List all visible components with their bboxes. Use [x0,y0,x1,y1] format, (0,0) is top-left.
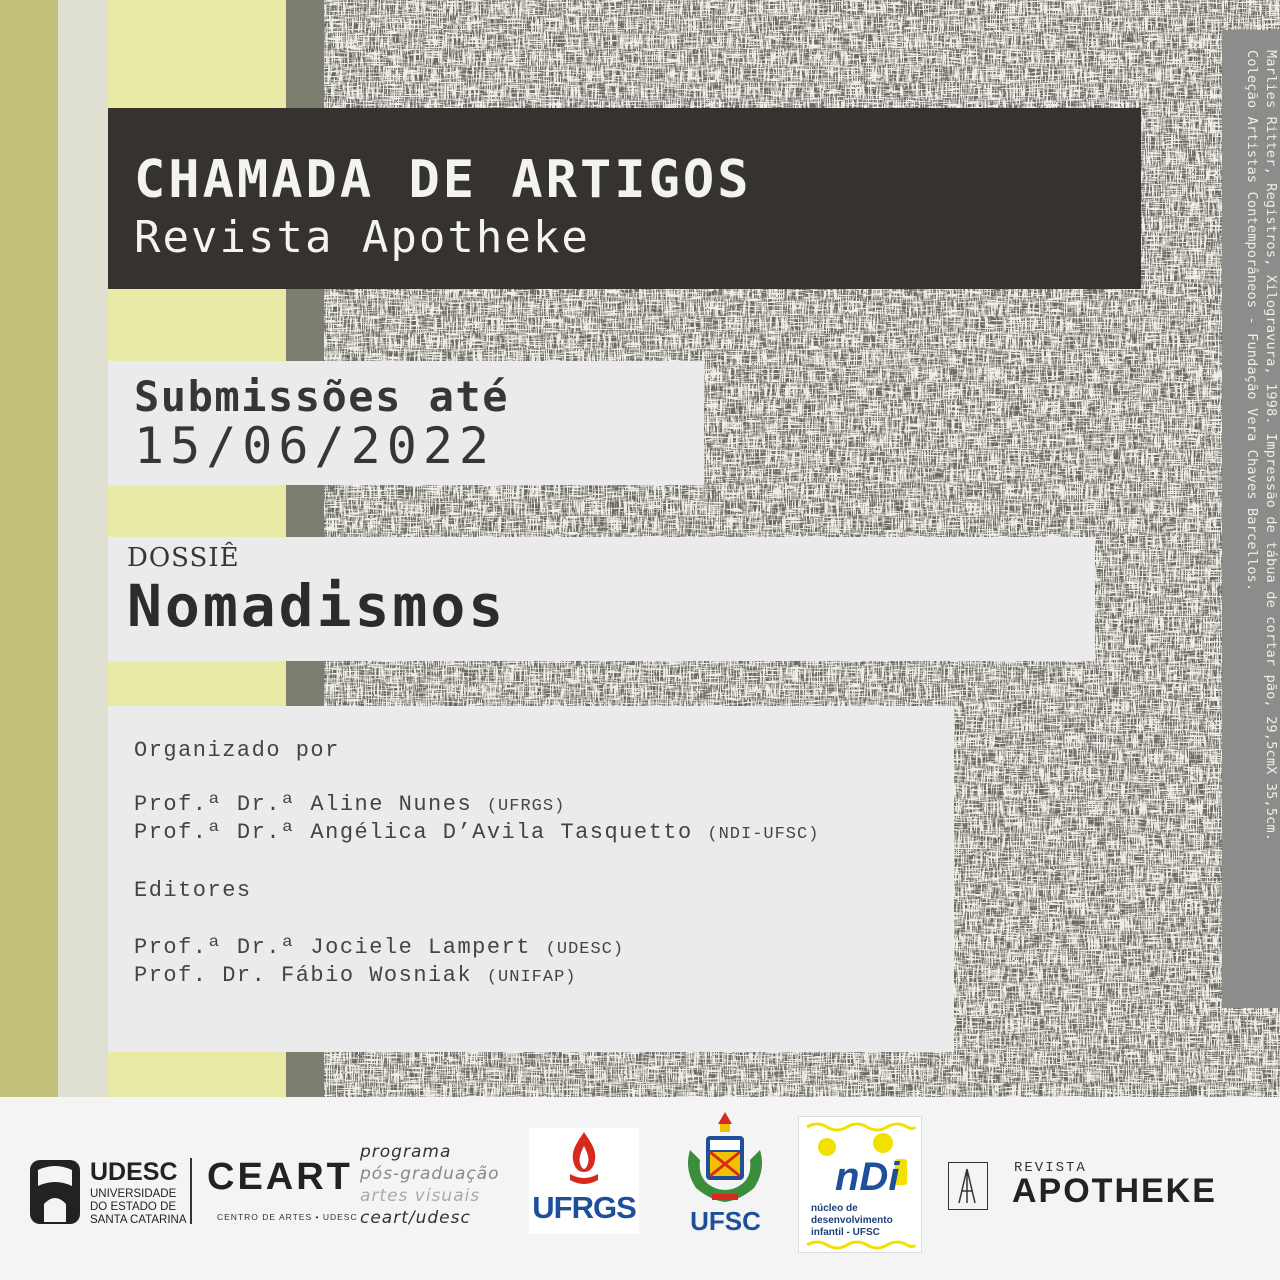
udesc-line-1: UNIVERSIDADE [90,1188,177,1200]
submission-label: Submissões até [134,372,510,421]
editors-heading: Editores [134,878,252,903]
submission-date: 15/06/2022 [134,417,496,475]
organizer-1-institution: (UFRGS) [486,797,566,816]
dossie-label: DOSSIÊ [127,543,240,573]
organizers-heading: Organizado por [134,738,340,763]
organizer-1 [134,792,565,817]
udesc-line-2: DO ESTADO DE [90,1201,177,1213]
ceart-subtitle: CENTRO DE ARTES • UDESC [217,1212,358,1222]
ppg-line-2: pós-graduação [360,1164,500,1184]
revista-apotheke-logo [948,1160,1248,1210]
udesc-mark-icon [30,1160,80,1224]
organizer-2-name: Prof.ª Dr.ª Angélica D’Avila Tasquetto [134,820,693,845]
ufsc-logo [678,1110,773,1235]
apotheke-name: APOTHEKE [1012,1172,1217,1210]
ufrgs-name: UFRGS [532,1190,636,1225]
page-title: CHAMADA DE ARTIGOS [134,150,752,210]
apotheke-small-label: REVISTA [1014,1160,1087,1176]
ceart-name: CEART [207,1156,353,1198]
dossie-title: Nomadismos [127,572,507,640]
ndi-line-3: infantil - UFSC [811,1227,880,1238]
editor-2-institution: (UNIFAP) [486,968,577,987]
ppg-line-4: ceart/udesc [360,1208,471,1228]
ndi-logo [798,1116,922,1253]
ppg-line-3: artes visuais [360,1186,481,1206]
apotheke-mark-icon [948,1162,988,1210]
editor-1 [134,935,624,960]
journal-name: Revista Apotheke [134,212,590,263]
ppg-artes-visuais-logo [360,1140,510,1235]
organizer-1-name: Prof.ª Dr.ª Aline Nunes [134,792,473,817]
flame-icon [564,1130,604,1190]
ndi-line-1: núcleo de [811,1203,858,1214]
caption-line-2: Coleção Artistas Contemporâneos - Fundação Vera Chaves Barcellos. [1244,50,1260,592]
organizer-2-institution: (NDI-UFSC) [707,825,820,844]
ufrgs-logo [529,1128,639,1234]
udesc-name: UDESC [90,1158,178,1186]
editor-1-institution: (UDESC) [545,940,625,959]
udesc-logo [30,1158,187,1226]
udesc-line-3: SANTA CATARINA [90,1214,187,1226]
logo-divider [190,1158,192,1224]
organizer-2 [134,820,819,845]
ceart-logo [205,1156,358,1226]
editor-1-name: Prof.ª Dr.ª Jociele Lampert [134,935,531,960]
caption-line-1: Marlies Ritter, Registros, Xilogravura, 1998. Impressão de tábua de cortar pão, 29,5cmX 35,5cm. [1263,50,1279,842]
ndi-line-2: desenvolvimento [811,1215,893,1226]
ufsc-name: UFSC [690,1206,761,1236]
ppg-line-1: programa [360,1142,452,1162]
ndi-name: nDi [835,1155,900,1199]
stripe-olive [0,0,58,1097]
ufsc-crest-icon [680,1110,770,1206]
editor-2 [134,963,576,988]
stripe-grey [58,0,108,1097]
artwork-caption [1242,50,1280,990]
editor-2-name: Prof. Dr. Fábio Wosniak [134,963,473,988]
